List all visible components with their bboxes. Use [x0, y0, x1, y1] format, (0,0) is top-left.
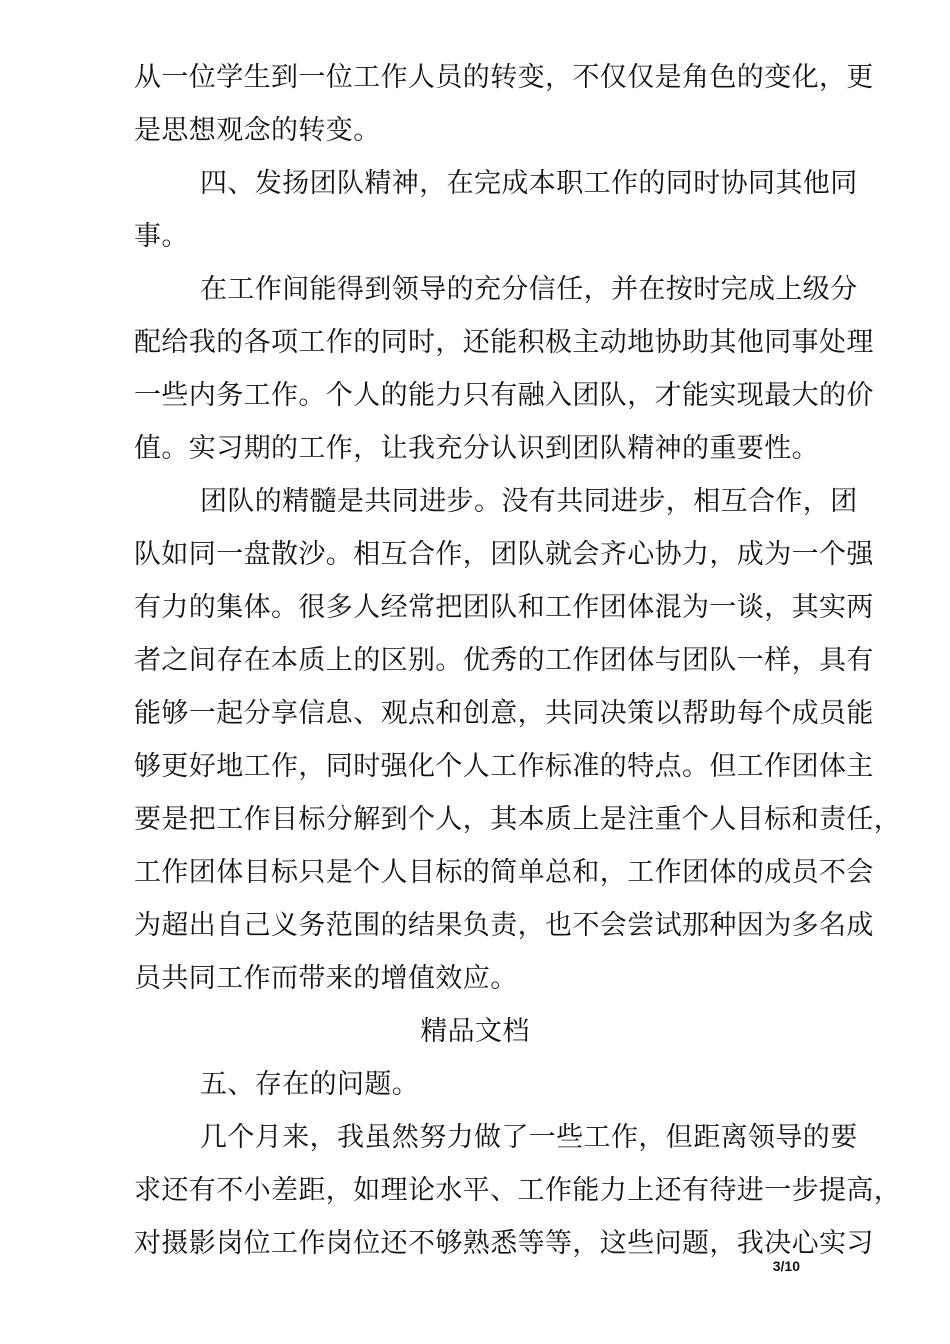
text-line: 配给我的各项工作的同时，还能积极主动地协助其他同事处理	[134, 327, 874, 358]
text-line: 工作团体目标只是个人目标的简单总和，工作团体的成员不会	[134, 857, 874, 888]
text-line: 有力的集体。很多人经常把团队和工作团体混为一谈，其实两	[134, 592, 874, 623]
text-line: 员共同工作而带来的增值效应。	[134, 963, 518, 994]
section-heading: 五、存在的问题。	[200, 1069, 420, 1100]
paragraph-start: 在工作间能得到领导的充分信任，并在按时完成上级分	[200, 274, 858, 305]
section-heading: 四、发扬团队精神，在完成本职工作的同时协同其他同	[200, 168, 858, 199]
section-heading-continuation: 事。	[134, 221, 189, 252]
text-line: 者之间存在本质上的区别。优秀的工作团体与团队一样，具有	[134, 645, 874, 676]
paragraph-start: 团队的精髓是共同进步。没有共同进步，相互合作，团	[200, 486, 858, 517]
text-line: 一些内务工作。个人的能力只有融入团队，才能实现最大的价	[134, 380, 874, 411]
text-line: 要是把工作目标分解到个人，其本质上是注重个人目标和责任，	[134, 804, 902, 835]
text-line: 能够一起分享信息、观点和创意，共同决策以帮助每个成员能	[134, 698, 874, 729]
page-number: 3/10	[772, 1258, 800, 1274]
text-line: 队如同一盘散沙。相互合作，团队就会齐心协力，成为一个强	[134, 539, 874, 570]
text-line: 值。实习期的工作，让我充分认识到团队精神的重要性。	[134, 433, 819, 464]
text-line: 对摄影岗位工作岗位还不够熟悉等等，这些问题，我决心实习	[134, 1228, 874, 1259]
text-line: 从一位学生到一位工作人员的转变，不仅仅是角色的变化，更	[134, 62, 874, 93]
text-line: 求还有不小差距，如理论水平、工作能力上还有待进一步提高，	[134, 1175, 902, 1206]
text-line: 为超出自己义务范围的结果负责，也不会尝试那种因为多名成	[134, 910, 874, 941]
watermark-label: 精品文档	[420, 1016, 530, 1047]
paragraph-start: 几个月来，我虽然努力做了一些工作，但距离领导的要	[200, 1122, 858, 1153]
text-line: 够更好地工作，同时强化个人工作标准的特点。但工作团体主	[134, 751, 874, 782]
text-line: 是思想观念的转变。	[134, 115, 381, 146]
